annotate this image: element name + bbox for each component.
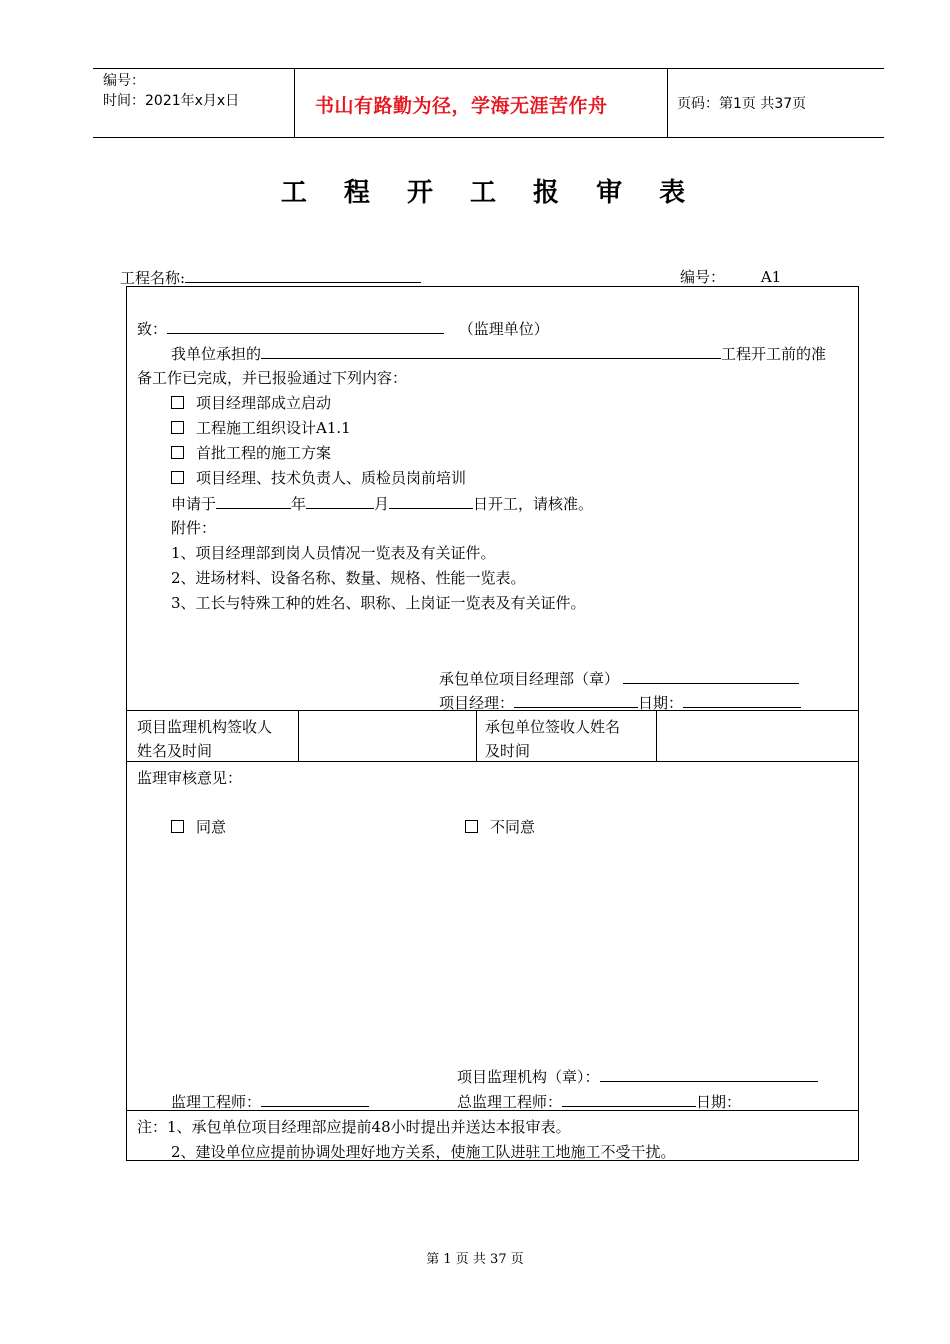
- supervisor-org-line: [457, 1065, 818, 1087]
- checkbox[interactable]: [171, 421, 184, 434]
- checklist-item: [171, 392, 331, 413]
- review-date-label: 日期：: [696, 1093, 742, 1111]
- supervisor-engineer-label: 监理工程师：: [171, 1093, 262, 1111]
- disagree-option: [465, 816, 535, 837]
- contractor-dept-line: [439, 667, 799, 689]
- contractor-receiver-label: [485, 715, 620, 763]
- attachment-item: 3、工长与特殊工种的姓名、职称、上岗证一览表及有关证件。: [171, 594, 586, 612]
- contractor-receiver-line-2: 及时间: [485, 742, 531, 760]
- page-footer: 第 1 页 共 37 页: [426, 1252, 524, 1267]
- agree-option: [171, 816, 226, 837]
- date-label: 日期：: [638, 694, 684, 712]
- project-undertaken-field[interactable]: [261, 342, 721, 359]
- year-label: 年: [291, 495, 307, 513]
- attachment-item: 2、进场材料、设备名称、数量、规格、性能一览表。: [171, 569, 526, 587]
- document-header: [93, 68, 884, 138]
- checklist-label: 工程施工组织设计A1.1: [196, 419, 351, 437]
- to-line: [137, 317, 549, 339]
- statement-line-2: 备工作已完成，并已报验通过下列内容：: [137, 369, 408, 387]
- statement-suffix: 工程开工前的准: [721, 345, 827, 363]
- attachment-item: 1、项目经理部到岗人员情况一览表及有关证件。: [171, 544, 496, 562]
- review-label: 监理审核意见：: [137, 769, 243, 787]
- project-name-field[interactable]: [185, 266, 421, 283]
- to-suffix: （监理单位）: [458, 320, 549, 338]
- chief-engineer-line: [457, 1090, 741, 1112]
- checklist-label: 项目经理、技术负责人、质检员岗前培训: [196, 469, 467, 487]
- checklist-item: [171, 442, 331, 463]
- contractor-receiver-field[interactable]: [657, 711, 858, 761]
- supervisor-receiver-line-2: 姓名及时间: [137, 742, 213, 760]
- approval-form: [126, 286, 859, 1161]
- checkbox[interactable]: [465, 820, 478, 833]
- apply-suffix: 日开工，请核准。: [473, 495, 594, 513]
- time-label: 时间：2021年x月x日: [103, 93, 240, 109]
- agree-label: 同意: [196, 818, 227, 836]
- apply-year-field[interactable]: [216, 492, 291, 509]
- number-value: A1: [725, 268, 817, 287]
- supervisor-org-field[interactable]: [600, 1065, 818, 1082]
- cell-divider: [476, 710, 477, 761]
- contractor-dept-field[interactable]: [623, 667, 799, 684]
- checkbox[interactable]: [171, 446, 184, 459]
- month-label: 月: [374, 495, 390, 513]
- to-label: 致：: [137, 320, 168, 338]
- supervisor-engineer-line: [171, 1090, 369, 1112]
- statement-line-1: [171, 342, 826, 364]
- supervisor-receiver-line-1: 项目监理机构签收人: [137, 718, 273, 736]
- serial-label: 编号：: [103, 73, 145, 89]
- motto: 书山有路勤为径，学海无涯苦作舟: [315, 95, 608, 117]
- pm-date-line: [439, 691, 801, 713]
- statement-prefix: 我单位承担的: [171, 345, 262, 363]
- number-row: [680, 266, 817, 287]
- checkbox[interactable]: [171, 471, 184, 484]
- header-divider: [294, 69, 295, 137]
- contractor-dept-label: 承包单位项目经理部（章）: [439, 670, 620, 688]
- apply-month-field[interactable]: [306, 492, 374, 509]
- note-1: 注：1、承包单位项目经理部应提前48小时提出并送达本报审表。: [137, 1118, 571, 1136]
- contractor-receiver-line-1: 承包单位签收人姓名: [485, 718, 621, 736]
- pm-label: 项目经理：: [439, 694, 515, 712]
- page-title: 工 程 开 工 报 审 表: [280, 178, 700, 208]
- attachment-label: 附件：: [171, 519, 217, 537]
- header-divider: [667, 69, 668, 137]
- checkbox[interactable]: [171, 396, 184, 409]
- checklist-label: 项目经理部成立启动: [196, 394, 332, 412]
- checklist-item: [171, 467, 466, 488]
- project-name-row: [120, 266, 421, 288]
- apply-day-field[interactable]: [389, 492, 473, 509]
- number-label: 编号：: [680, 268, 726, 286]
- checklist-item: [171, 417, 351, 438]
- supervisor-receiver-label: [137, 715, 272, 763]
- supervisor-engineer-field[interactable]: [261, 1090, 369, 1107]
- page-code: 页码：第1页 共37页: [677, 96, 807, 112]
- chief-engineer-field[interactable]: [562, 1090, 696, 1107]
- note-2: 2、建设单位应提前协调处理好地方关系，使施工队进驻工地施工不受干扰。: [171, 1143, 676, 1161]
- apply-prefix: 申请于: [171, 495, 217, 513]
- supervisor-unit-field[interactable]: [167, 317, 444, 334]
- header-meta: [103, 71, 239, 111]
- chief-engineer-label: 总监理工程师：: [457, 1093, 563, 1111]
- supervisor-org-label: 项目监理机构（章）：: [457, 1068, 600, 1086]
- disagree-label: 不同意: [490, 818, 536, 836]
- pm-date-field[interactable]: [683, 691, 801, 708]
- project-name-label: 工程名称:: [120, 269, 186, 287]
- checkbox[interactable]: [171, 820, 184, 833]
- supervisor-receiver-field[interactable]: [299, 711, 476, 761]
- pm-field[interactable]: [514, 691, 638, 708]
- apply-date-line: [171, 492, 593, 514]
- checklist-label: 首批工程的施工方案: [196, 444, 332, 462]
